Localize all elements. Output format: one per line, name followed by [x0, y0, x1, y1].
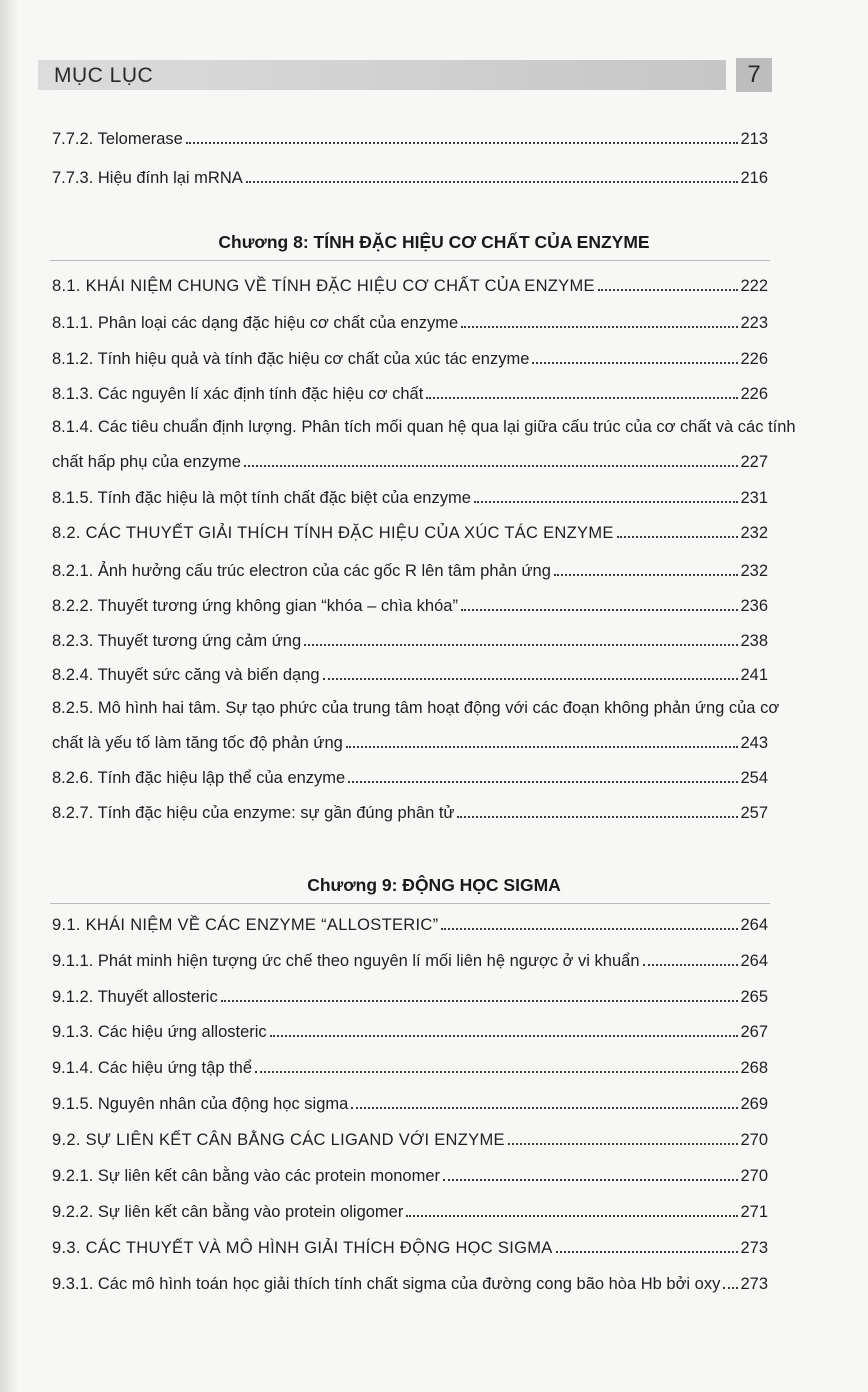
- leader-dots: [443, 1179, 738, 1181]
- toc-entry-page: 238: [740, 632, 768, 650]
- leader-dots: [351, 1107, 738, 1109]
- leader-dots: [457, 816, 738, 818]
- leader-dots: [598, 289, 739, 291]
- toc-entry-title: 9.1.2. Thuyết allosteric: [52, 988, 218, 1006]
- toc-entry-page: 216: [740, 169, 768, 187]
- leader-dots: [244, 465, 739, 467]
- leader-dots: [221, 1000, 739, 1002]
- leader-dots: [474, 501, 739, 503]
- toc-entry-title: 9.1.5. Nguyên nhân của động học sigma: [52, 1095, 349, 1113]
- toc-entry-title: 9.1.1. Phát minh hiện tượng ức chế theo nguyên lí mối liên hệ ngược ở vi khuẩn: [52, 952, 640, 970]
- toc-entry-title: 8.1.2. Tính hiệu quả và tính đặc hiệu cơ chất của xúc tác enzyme: [52, 350, 530, 368]
- toc-entry-title: 9.2. SỰ LIÊN KẾT CÂN BẰNG CÁC LIGAND VỚI ENZYME: [52, 1131, 505, 1149]
- toc-entry[interactable]: [52, 379, 768, 405]
- leader-dots: [186, 142, 739, 144]
- toc-entry-title: 8.2.6. Tính đặc hiệu lập thể của enzyme: [52, 769, 346, 787]
- toc-entry-title: 8.1.5. Tính đặc hiệu là một tính chất đặc biệt của enzyme: [52, 489, 471, 507]
- toc-entry-title: 7.7.3. Hiệu đính lại mRNA: [52, 169, 243, 187]
- toc-entry-title: chất là yếu tố làm tăng tốc độ phản ứng: [52, 734, 343, 752]
- running-header-title: MỤC LỤC: [54, 64, 154, 87]
- page-number: 7: [736, 58, 772, 92]
- toc-entry-title: 9.2.2. Sự liên kết cân bằng vào protein oligomer: [52, 1203, 404, 1221]
- toc-entry-title: 8.1.3. Các nguyên lí xác định tính đặc hiệu cơ chất: [52, 385, 424, 403]
- toc-entry[interactable]: [52, 1269, 768, 1295]
- leader-dots: [323, 678, 739, 680]
- toc-entry[interactable]: [52, 1089, 768, 1115]
- toc-entry-page: 270: [740, 1131, 768, 1149]
- toc-entry-title: 9.1. KHÁI NIỆM VỀ CÁC ENZYME “ALLOSTERIC”: [52, 916, 439, 934]
- toc-entry[interactable]: [52, 518, 768, 544]
- toc-entry[interactable]: [52, 591, 768, 617]
- toc-entry-title: 8.2.4. Thuyết sức căng và biến dạng: [52, 666, 320, 684]
- leader-dots: [270, 1035, 739, 1037]
- toc-entry-title: 8.2.3. Thuyết tương ứng cảm ứng: [52, 632, 302, 650]
- toc-entry-page: 264: [740, 952, 768, 970]
- leader-dots: [255, 1071, 738, 1073]
- toc-entry[interactable]: [52, 798, 768, 824]
- divider: [50, 903, 770, 904]
- leader-dots: [304, 644, 738, 646]
- toc-entry-title: 9.2.1. Sự liên kết cân bằng vào các protein monomer: [52, 1167, 441, 1185]
- toc-entry[interactable]: [52, 982, 768, 1008]
- toc-entry-title: 8.2.7. Tính đặc hiệu của enzyme: sự gần đúng phân tử: [52, 804, 455, 822]
- toc-entry-page: 232: [740, 524, 768, 542]
- leader-dots: [556, 1251, 739, 1253]
- toc-entry-page: 268: [740, 1059, 768, 1077]
- toc-entry-page: 226: [740, 350, 768, 368]
- leader-dots: [461, 609, 739, 611]
- leader-dots: [441, 928, 738, 930]
- toc-entry-title: 9.3. CÁC THUYẾT VÀ MÔ HÌNH GIẢI THÍCH ĐỘNG HỌC SIGMA: [52, 1239, 553, 1257]
- leader-dots: [246, 181, 739, 183]
- toc-entry[interactable]: [52, 483, 768, 509]
- toc-entry-page: 222: [740, 277, 768, 295]
- toc-entry-page: 269: [740, 1095, 768, 1113]
- toc-entry[interactable]: [52, 1053, 768, 1079]
- toc-entry-title: 9.1.4. Các hiệu ứng tập thể: [52, 1059, 253, 1077]
- toc-entry[interactable]: [52, 660, 768, 686]
- toc-entry-page: 267: [740, 1023, 768, 1041]
- toc-entry-line1[interactable]: 8.1.4. Các tiêu chuẩn định lượng. Phân tích mối quan hệ qua lại giữa cấu trúc của cơ chất và các tính: [52, 418, 796, 436]
- toc-entry[interactable]: [52, 271, 768, 297]
- toc-entry-page: 243: [740, 734, 768, 752]
- toc-entry[interactable]: [52, 910, 768, 936]
- toc-entry-page: 226: [740, 385, 768, 403]
- toc-entry-page: 254: [740, 769, 768, 787]
- toc-entry-page: 241: [740, 666, 768, 684]
- toc-entry-title: chất hấp phụ của enzyme: [52, 453, 241, 471]
- leader-dots: [508, 1143, 739, 1145]
- leader-dots: [532, 362, 738, 364]
- toc-entry-page: 236: [740, 597, 768, 615]
- toc-entry[interactable]: [52, 946, 768, 972]
- toc-entry-title: 9.3.1. Các mô hình toán học giải thích tính chất sigma của đường cong bão hòa Hb bởi oxy: [52, 1275, 721, 1293]
- toc-entry-title: 8.2.2. Thuyết tương ứng không gian “khóa – chìa khóa”: [52, 597, 458, 615]
- leader-dots: [346, 746, 739, 748]
- toc-entry-title: 8.2. CÁC THUYẾT GIẢI THÍCH TÍNH ĐẶC HIỆU CỦA XÚC TÁC ENZYME: [52, 524, 614, 542]
- toc-entry-page: 270: [740, 1167, 768, 1185]
- leader-dots: [348, 781, 738, 783]
- leader-dots: [406, 1215, 738, 1217]
- toc-entry[interactable]: [52, 447, 768, 473]
- toc-entry-title: 9.1.3. Các hiệu ứng allosteric: [52, 1023, 267, 1041]
- toc-entry[interactable]: [52, 728, 768, 754]
- toc-entry-page: 257: [740, 804, 768, 822]
- leader-dots: [554, 574, 739, 576]
- toc-entry[interactable]: [52, 163, 768, 189]
- toc-entry-page: 273: [740, 1239, 768, 1257]
- toc-entry-page: 264: [740, 916, 768, 934]
- toc-entry[interactable]: [52, 626, 768, 652]
- leader-dots: [643, 964, 739, 966]
- toc-entry[interactable]: [52, 556, 768, 582]
- leader-dots: [461, 326, 738, 328]
- toc-entry[interactable]: [52, 1017, 768, 1043]
- leader-dots: [723, 1287, 738, 1289]
- toc-entry-page: 213: [740, 130, 768, 148]
- leader-dots: [617, 536, 739, 538]
- toc-entry-page: 265: [740, 988, 768, 1006]
- toc-entry-title: 8.1. KHÁI NIỆM CHUNG VỀ TÍNH ĐẶC HIỆU CƠ CHẤT CỦA ENZYME: [52, 277, 595, 295]
- toc-entry-title: 8.1.1. Phân loại các dạng đặc hiệu cơ chất của enzyme: [52, 314, 459, 332]
- toc-entry[interactable]: [52, 1233, 768, 1259]
- toc-entry-page: 271: [740, 1203, 768, 1221]
- toc-entry[interactable]: [52, 344, 768, 370]
- chapter-8-heading: Chương 8: TÍNH ĐẶC HIỆU CƠ CHẤT CỦA ENZYME: [218, 232, 650, 252]
- divider: [50, 260, 770, 261]
- toc-entry[interactable]: [52, 1125, 768, 1151]
- toc-entry-title: 7.7.2. Telomerase: [52, 130, 183, 148]
- toc-entry[interactable]: [52, 1197, 768, 1223]
- toc-entry-page: 273: [740, 1275, 768, 1293]
- toc-entry-page: 231: [740, 489, 768, 507]
- toc-entry[interactable]: [52, 124, 768, 150]
- leader-dots: [426, 397, 738, 399]
- toc-entry-line1[interactable]: 8.2.5. Mô hình hai tâm. Sự tạo phức của trung tâm hoạt động với các đoạn không phản ứng của cơ: [52, 699, 780, 717]
- toc-entry-title: 8.2.1. Ảnh hưởng cấu trúc electron của các gốc R lên tâm phản ứng: [52, 562, 551, 580]
- toc-entry[interactable]: [52, 1161, 768, 1187]
- toc-entry-page: 223: [740, 314, 768, 332]
- chapter-9-heading: Chương 9: ĐỘNG HỌC SIGMA: [307, 875, 561, 895]
- toc-entry[interactable]: [52, 763, 768, 789]
- toc-entry-page: 232: [740, 562, 768, 580]
- toc-entry[interactable]: [52, 308, 768, 334]
- toc-entry-page: 227: [740, 453, 768, 471]
- page-gutter-shadow: [0, 0, 18, 1392]
